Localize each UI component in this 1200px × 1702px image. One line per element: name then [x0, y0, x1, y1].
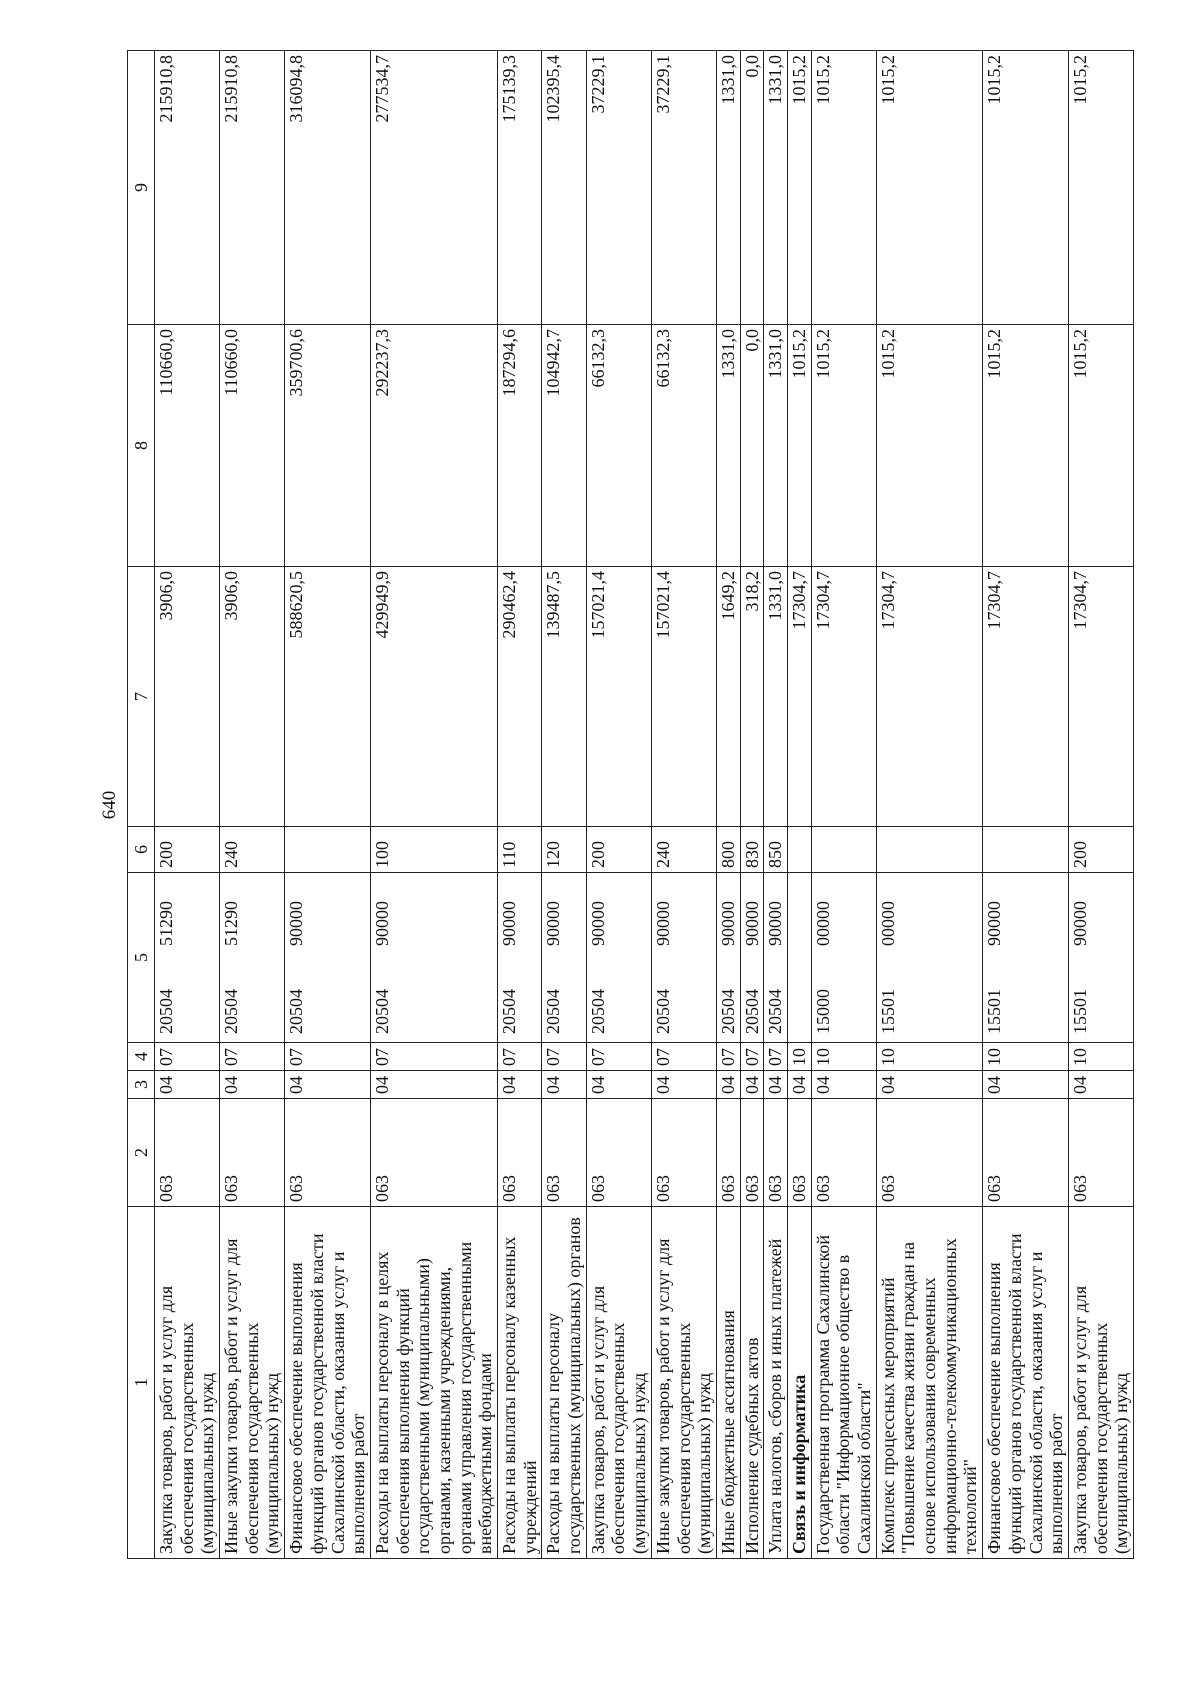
target-article-part-2: 90000: [717, 901, 738, 946]
cell-ministry-code: 063: [542, 1099, 586, 1207]
cell-amount-year-1: 17304,7: [983, 567, 1069, 827]
target-article-part-1: 20504: [499, 989, 519, 1034]
column-header-5: 5: [128, 873, 155, 1043]
cell-amount-year-3: 37229,1: [651, 51, 716, 325]
cell-target-article: [285, 873, 371, 1043]
table-row: [811, 51, 876, 1559]
column-header-3: 3: [128, 1071, 155, 1099]
cell-amount-year-2: 1331,0: [764, 325, 788, 567]
table-row: [370, 51, 497, 1559]
cell-amount-year-2: 187294,6: [498, 325, 542, 567]
column-header-7: 7: [128, 567, 155, 827]
row-name: Связь и информатика: [787, 1207, 811, 1559]
table-row: [740, 51, 764, 1559]
cell-target-article: [983, 873, 1069, 1043]
cell-amount-year-2: 1015,2: [876, 325, 982, 567]
cell-subsection-code: 10: [1068, 1043, 1133, 1071]
cell-amount-year-3: 0,0: [740, 51, 764, 325]
cell-amount-year-1: 1649,2: [716, 567, 740, 827]
cell-expense-type: 240: [220, 827, 285, 873]
target-article-part-1: 15501: [877, 989, 898, 1034]
table-row: [651, 51, 716, 1559]
cell-amount-year-2: 110660,0: [155, 325, 220, 567]
cell-target-article: [716, 873, 740, 1043]
target-article-part-1: 20504: [717, 989, 738, 1034]
cell-section-code: 04: [155, 1071, 220, 1099]
cell-amount-year-1: 17304,7: [876, 567, 982, 827]
cell-section-code: 04: [764, 1071, 788, 1099]
row-name: Финансовое обеспечение выполнения функций органов государственной власти Сахалинской области, оказания услуг и выполнения работ: [285, 1207, 371, 1559]
table-row: [285, 51, 371, 1559]
cell-subsection-code: 10: [811, 1043, 876, 1071]
cell-ministry-code: 063: [811, 1099, 876, 1207]
cell-amount-year-1: 3906,0: [220, 567, 285, 827]
table-row: [876, 51, 982, 1559]
cell-ministry-code: 063: [220, 1099, 285, 1207]
cell-section-code: 04: [811, 1071, 876, 1099]
cell-target-article: [542, 873, 586, 1043]
cell-ministry-code: 063: [740, 1099, 764, 1207]
target-article-part-1: 15501: [1069, 989, 1090, 1034]
cell-expense-type: 800: [716, 827, 740, 873]
cell-section-code: 04: [542, 1071, 586, 1099]
target-article-part-2: 90000: [286, 901, 307, 946]
table-row: [586, 51, 651, 1559]
table-row: [155, 51, 220, 1559]
target-article-part-1: 20504: [371, 989, 392, 1034]
cell-section-code: 04: [787, 1071, 811, 1099]
row-name: Расходы на выплаты персоналу казенных учреждений: [498, 1207, 542, 1559]
target-article-part-1: 15000: [812, 989, 833, 1034]
cell-expense-type: [787, 827, 811, 873]
cell-expense-type: [983, 827, 1069, 873]
cell-subsection-code: 07: [716, 1043, 740, 1071]
cell-amount-year-3: 175139,3: [498, 51, 542, 325]
target-article-part-2: 90000: [984, 901, 1005, 946]
row-name: Государственная программа Сахалинской области "Информационное общество в Сахалинской области": [811, 1207, 876, 1559]
table-row: [983, 51, 1069, 1559]
cell-amount-year-1: 157021,4: [651, 567, 716, 827]
row-name: Иные закупки товаров, работ и услуг для обеспечения государственных (муниципальных) нужд: [220, 1207, 285, 1559]
cell-subsection-code: 07: [764, 1043, 788, 1071]
cell-amount-year-1: 318,2: [740, 567, 764, 827]
cell-expense-type: 830: [740, 827, 764, 873]
cell-amount-year-2: 110660,0: [220, 325, 285, 567]
cell-amount-year-2: 66132,3: [586, 325, 651, 567]
cell-ministry-code: 063: [370, 1099, 497, 1207]
target-article-part-1: 20504: [652, 989, 673, 1034]
cell-subsection-code: 07: [498, 1043, 542, 1071]
cell-amount-year-3: 277534,7: [370, 51, 497, 325]
cell-amount-year-1: 157021,4: [586, 567, 651, 827]
row-name: Финансовое обеспечение выполнения функций органов государственной власти Сахалинской области, оказания услуг и выполнения работ: [983, 1207, 1069, 1559]
cell-amount-year-2: 1015,2: [1068, 325, 1133, 567]
cell-amount-year-1: 290462,4: [498, 567, 542, 827]
cell-ministry-code: 063: [651, 1099, 716, 1207]
cell-target-article: [498, 873, 542, 1043]
cell-section-code: 04: [876, 1071, 982, 1099]
column-header-1: 1: [128, 1207, 155, 1559]
row-name: Иные закупки товаров, работ и услуг для обеспечения государственных (муниципальных) нужд: [651, 1207, 716, 1559]
cell-amount-year-2: 1015,2: [983, 325, 1069, 567]
cell-amount-year-3: 1331,0: [764, 51, 788, 325]
cell-ministry-code: 063: [716, 1099, 740, 1207]
cell-expense-type: 120: [542, 827, 586, 873]
cell-subsection-code: 07: [220, 1043, 285, 1071]
cell-amount-year-3: 1015,2: [983, 51, 1069, 325]
cell-amount-year-2: 0,0: [740, 325, 764, 567]
cell-ministry-code: 063: [787, 1099, 811, 1207]
cell-amount-year-2: 359700,6: [285, 325, 371, 567]
target-article-part-2: 51290: [221, 901, 242, 946]
cell-amount-year-1: 17304,7: [787, 567, 811, 827]
row-name: Иные бюджетные ассигнования: [716, 1207, 740, 1559]
row-name: Закупка товаров, работ и услуг для обеспечения государственных (муниципальных) нужд: [155, 1207, 220, 1559]
cell-subsection-code: 07: [542, 1043, 586, 1071]
target-article-part-1: 20504: [543, 989, 564, 1034]
target-article-part-2: 90000: [587, 901, 608, 946]
table-header-row: [128, 51, 155, 1559]
cell-amount-year-3: 1331,0: [716, 51, 740, 325]
table-row: [542, 51, 586, 1559]
table-row: [787, 51, 811, 1559]
column-header-8: 8: [128, 325, 155, 567]
target-article-part-2: 90000: [765, 901, 786, 946]
target-article-part-1: 20504: [286, 989, 307, 1034]
cell-expense-type: 200: [1068, 827, 1133, 873]
row-name: Закупка товаров, работ и услуг для обеспечения государственных (муниципальных) нужд: [1068, 1207, 1133, 1559]
cell-amount-year-2: 1015,2: [811, 325, 876, 567]
target-article-part-2: 90000: [741, 901, 762, 946]
cell-subsection-code: 07: [370, 1043, 497, 1071]
cell-expense-type: 850: [764, 827, 788, 873]
cell-section-code: 04: [498, 1071, 542, 1099]
table-row: [1068, 51, 1133, 1559]
cell-section-code: 04: [220, 1071, 285, 1099]
cell-target-article: [586, 873, 651, 1043]
target-article-part-2: 90000: [543, 901, 564, 946]
cell-ministry-code: 063: [155, 1099, 220, 1207]
cell-subsection-code: 10: [983, 1043, 1069, 1071]
target-article-part-1: 20504: [587, 989, 608, 1034]
target-article-part-2: 90000: [652, 901, 673, 946]
cell-expense-type: [285, 827, 371, 873]
cell-ministry-code: 063: [1068, 1099, 1133, 1207]
cell-amount-year-1: 588620,5: [285, 567, 371, 827]
rotated-sheet: [95, 51, 1132, 1559]
cell-subsection-code: 10: [787, 1043, 811, 1071]
cell-subsection-code: 10: [876, 1043, 982, 1071]
cell-amount-year-2: 66132,3: [651, 325, 716, 567]
cell-amount-year-3: 102395,4: [542, 51, 586, 325]
cell-ministry-code: 063: [498, 1099, 542, 1207]
page-number: 640: [99, 790, 120, 820]
cell-expense-type: 110: [498, 827, 542, 873]
row-name: Расходы на выплаты персоналу государственных (муниципальных) органов: [542, 1207, 586, 1559]
cell-ministry-code: 063: [285, 1099, 371, 1207]
target-article-part-2: 00000: [877, 901, 898, 946]
cell-expense-type: [811, 827, 876, 873]
cell-target-article: [155, 873, 220, 1043]
cell-section-code: 04: [651, 1071, 716, 1099]
cell-target-article: [740, 873, 764, 1043]
budget-table: [127, 50, 1134, 1559]
row-name: Закупка товаров, работ и услуг для обеспечения государственных (муниципальных) нужд: [586, 1207, 651, 1559]
cell-expense-type: 100: [370, 827, 497, 873]
cell-subsection-code: 07: [651, 1043, 716, 1071]
table-body: [155, 51, 1134, 1559]
cell-amount-year-3: 316094,8: [285, 51, 371, 325]
cell-amount-year-1: 17304,7: [811, 567, 876, 827]
cell-target-article: [1068, 873, 1133, 1043]
cell-subsection-code: 07: [285, 1043, 371, 1071]
cell-amount-year-2: 104942,7: [542, 325, 586, 567]
table-row: [498, 51, 542, 1559]
cell-target-article: [220, 873, 285, 1043]
cell-expense-type: 200: [155, 827, 220, 873]
cell-target-article: [764, 873, 788, 1043]
cell-subsection-code: 07: [155, 1043, 220, 1071]
cell-amount-year-1: 17304,7: [1068, 567, 1133, 827]
cell-amount-year-2: 292237,3: [370, 325, 497, 567]
cell-amount-year-3: 215910,8: [220, 51, 285, 325]
column-header-2: 2: [128, 1099, 155, 1207]
cell-amount-year-2: 1015,2: [787, 325, 811, 567]
cell-target-article: [811, 873, 876, 1043]
cell-expense-type: 200: [586, 827, 651, 873]
cell-amount-year-3: 1015,2: [1068, 51, 1133, 325]
target-article-part-2: 51290: [156, 901, 176, 946]
target-article-part-2: 90000: [1069, 901, 1090, 946]
target-article-part-2: 90000: [371, 901, 392, 946]
target-article-part-1: 20504: [221, 989, 242, 1034]
cell-amount-year-3: 1015,2: [811, 51, 876, 325]
target-article-part-1: 20504: [156, 989, 176, 1034]
cell-amount-year-3: 1015,2: [787, 51, 811, 325]
table-row: [220, 51, 285, 1559]
cell-target-article: [876, 873, 982, 1043]
cell-amount-year-2: 1331,0: [716, 325, 740, 567]
cell-target-article: [651, 873, 716, 1043]
row-name: Исполнение судебных актов: [740, 1207, 764, 1559]
row-name: Расходы на выплаты персоналу в целях обеспечения выполнения функций государственными (муниципальными) органами, казенными учреждениями, органами управления государственными внебюджетными фондами: [370, 1207, 497, 1559]
cell-section-code: 04: [740, 1071, 764, 1099]
cell-expense-type: [876, 827, 982, 873]
cell-target-article: [787, 873, 811, 1043]
cell-amount-year-3: 215910,8: [155, 51, 220, 325]
column-header-4: 4: [128, 1043, 155, 1071]
cell-target-article: [370, 873, 497, 1043]
cell-section-code: 04: [370, 1071, 497, 1099]
target-article-part-1: 20504: [741, 989, 762, 1034]
cell-amount-year-1: 429949,9: [370, 567, 497, 827]
cell-expense-type: 240: [651, 827, 716, 873]
cell-ministry-code: 063: [983, 1099, 1069, 1207]
cell-ministry-code: 063: [876, 1099, 982, 1207]
target-article-part-2: 00000: [812, 901, 833, 946]
cell-amount-year-1: 3906,0: [155, 567, 220, 827]
cell-section-code: 04: [983, 1071, 1069, 1099]
cell-ministry-code: 063: [764, 1099, 788, 1207]
target-article-part-1: 15501: [984, 989, 1005, 1034]
cell-section-code: 04: [1068, 1071, 1133, 1099]
row-name: Уплата налогов, сборов и иных платежей: [764, 1207, 788, 1559]
cell-amount-year-3: 37229,1: [586, 51, 651, 325]
cell-subsection-code: 07: [740, 1043, 764, 1071]
cell-section-code: 04: [716, 1071, 740, 1099]
row-name: Комплекс процессных мероприятий "Повышение качества жизни граждан на основе использования современных информационно-телекоммуникационных технологий": [876, 1207, 982, 1559]
cell-ministry-code: 063: [586, 1099, 651, 1207]
target-article-part-2: 90000: [499, 901, 519, 946]
target-article-part-1: 20504: [765, 989, 786, 1034]
column-header-6: 6: [128, 827, 155, 873]
cell-section-code: 04: [586, 1071, 651, 1099]
column-header-9: 9: [128, 51, 155, 325]
table-row: [764, 51, 788, 1559]
cell-section-code: 04: [285, 1071, 371, 1099]
table-row: [716, 51, 740, 1559]
cell-amount-year-3: 1015,2: [876, 51, 982, 325]
cell-amount-year-1: 1331,0: [764, 567, 788, 827]
cell-amount-year-1: 139487,5: [542, 567, 586, 827]
cell-subsection-code: 07: [586, 1043, 651, 1071]
